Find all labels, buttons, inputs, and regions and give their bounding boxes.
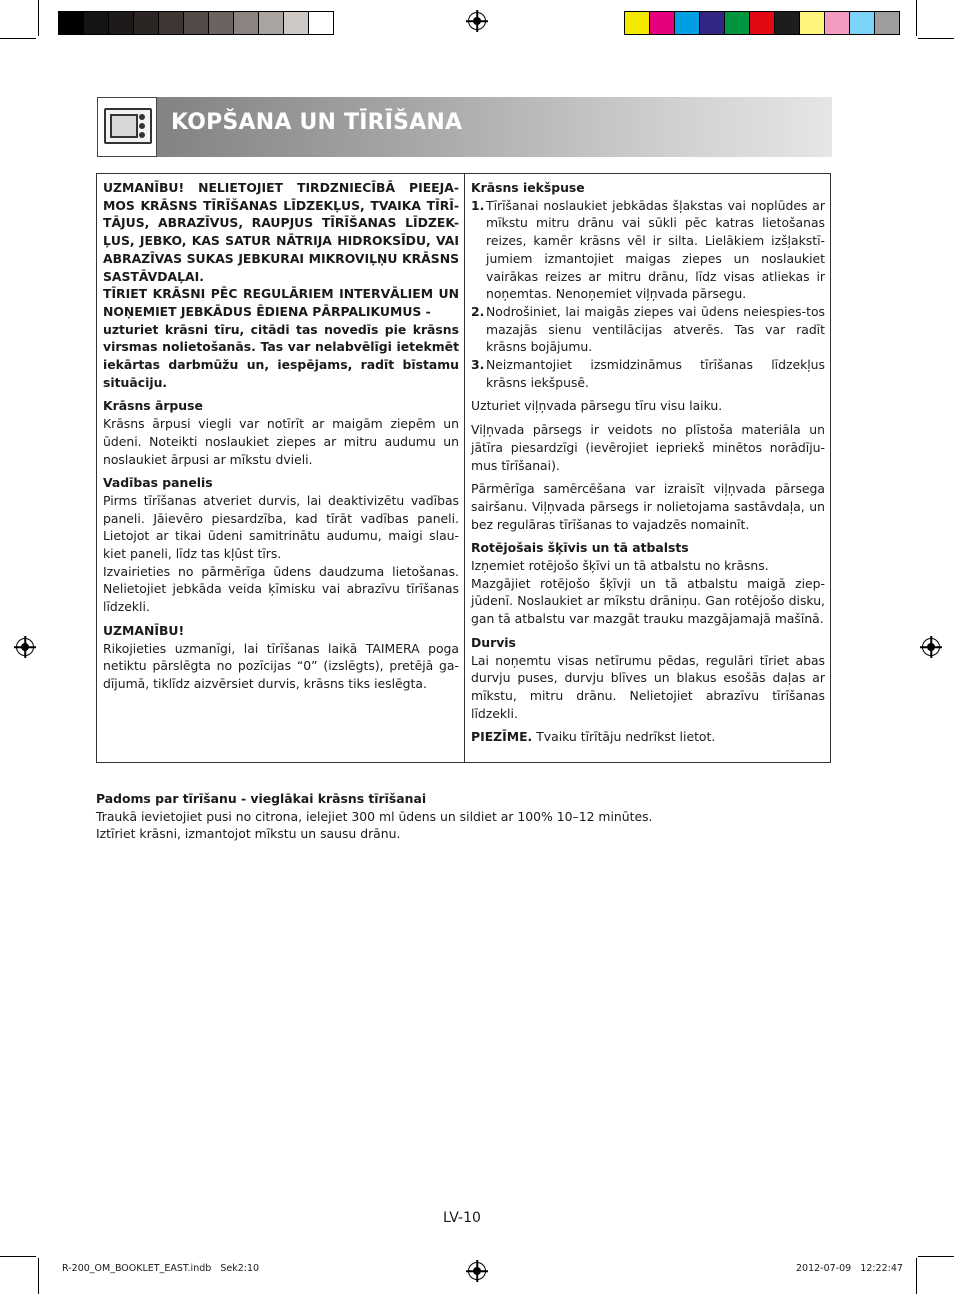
crop-mark	[916, 1258, 917, 1294]
color-swatch	[184, 12, 209, 34]
section-text: Pirms tīrīšanas atveriet durvis, lai deaktivizētu vadības paneli. Jāievēro piesardzība, kad tīrāt vadības paneli. Lietojot ar tikai ūdeni samitrinātu audumu, maigi slau-kiet paneli, līdz tas kļūst tīrs.	[103, 492, 459, 562]
section-heading: Krāsns ārpuse	[103, 398, 203, 414]
registration-mark-icon	[16, 638, 34, 656]
grayscale-color-bar	[58, 11, 334, 35]
color-swatch	[725, 12, 750, 34]
section-text: Lai noņemtu visas netīrumu pēdas, regulāri tīriet abas durvju puses, durvju blīves un blakus esošās daļas ar mīkstu, mitru drānu. Nelietojiet abrazīvu tīrīšanas līdzekli.	[471, 652, 825, 721]
warning-text-2: TĪRIET KRĀSNI PĒC REGULĀRIEM INTERVĀLIEM UN NOŅEMIET JEBKĀDUS ĒDIENA PĀRPALIKUMUS -	[103, 286, 459, 319]
tip-text: Iztīriet krāsni, izmantojot mīkstu un sausu drānu.	[96, 826, 401, 841]
section-heading: Krāsns iekšpuse	[471, 180, 585, 195]
color-swatch	[675, 12, 700, 34]
color-swatch	[209, 12, 234, 34]
color-swatch	[59, 12, 84, 34]
right-column	[465, 174, 830, 762]
warning-text: UZMANĪBU! NELIETOJIET TIRDZNIECĪBĀ PIEEJA-MOS KRĀSNS TĪRĪŠANAS LĪDZEKĻUS, TVAIKA TĪRĪ-TĀJUS, ABRAZĪVUS, RAUPJUS TĪRĪŠANAS LĪDZEK-ĻUS, JEBKO, KAS SATUR NĀTRIJA HIDROKSĪDU, VAI ABRAZĪVAS SUKAS JEBKURAI MIKROVIĻŅU KRĀSNS SASTĀVDAĻAI.	[103, 180, 459, 284]
section-text: Krāsns ārpusi viegli var notīrīt ar maigām ziepēm un ūdeni. Noteikti noslaukiet ziepes ar mitru audumu un noslaukiet ārpusi ar mīkstu dvieli.	[103, 416, 459, 467]
registration-mark-icon	[468, 1262, 486, 1280]
content-box	[96, 173, 831, 763]
warning-text-3: uzturiet krāsni tīru, citādi tas novedīs pie krāsns virsmas nolietošanās. Tas var nelabvēlīgi ietekmēt iekārtas darbmūžu un, iespējams, radīt bīstamu situāciju.	[103, 321, 459, 390]
section-heading: Vadības panelis	[103, 475, 213, 491]
section-heading: UZMANĪBU!	[103, 622, 185, 638]
color-swatch	[259, 12, 284, 34]
paragraph: Pārmērīga samērcēšana var izraisīt viļņvada pārsega sairšanu. Viļņvada pārsegs ir nolietojama sastāvdaļa, un bez regulāras tīrīšanas to vajadzēs nomainīt.	[471, 481, 825, 532]
print-slug-date: 2012-07-09 12:22:47	[796, 1263, 903, 1274]
crop-mark	[916, 0, 917, 36]
page-title: KOPŠANA UN TĪRĪŠANA	[171, 110, 463, 135]
color-swatch	[625, 12, 650, 34]
color-swatch	[650, 12, 675, 34]
section-text: Mazgājiet rotējošo šķīvji un tā atbalstu maigā ziep-jūdenī. Noslaukiet ar mīkstu drāniņu. Gan rotējošo disku, gan tā atbalstu var mazgāt trauku mazgājamajā mašīnā.	[471, 575, 825, 627]
crop-mark	[38, 1258, 39, 1294]
crop-mark	[918, 1256, 954, 1257]
registration-mark-icon	[922, 638, 940, 656]
color-swatch	[284, 12, 309, 34]
color-swatch	[875, 12, 899, 34]
paragraph: Uzturiet viļņvada pārsegu tīru visu laiku.	[471, 398, 723, 414]
color-swatch	[825, 12, 850, 34]
color-swatch	[775, 12, 800, 34]
color-swatch	[750, 12, 775, 34]
section-outside	[103, 397, 459, 468]
color-swatch	[84, 12, 109, 34]
note	[471, 728, 825, 746]
registration-mark-icon	[468, 12, 486, 30]
crop-mark	[0, 1256, 36, 1257]
section-text: Izņemiet rotējošo šķīvi un tā atbalstu no krāsns.	[471, 558, 769, 574]
color-swatch	[159, 12, 184, 34]
microwave-oven-icon	[97, 97, 157, 157]
tip-text: Traukā ievietojiet pusi no citrona, ielejiet 300 ml ūdens un sildiet ar 100% 10–12 minūtes.	[96, 808, 653, 824]
section-control-panel	[103, 474, 459, 616]
color-swatch	[309, 12, 333, 34]
cleaning-tip	[96, 790, 831, 843]
color-swatch	[850, 12, 875, 34]
note-text: Tvaiku tīrītāju nedrīkst lietot.	[532, 729, 716, 745]
list-item: 1. Tīrīšanai noslaukiet jebkādas šļakstas vai noplūdes ar mīkstu mitru drānu vai sūkli pēc katras lietošanas reizes, kamēr krāsns vēl ir silta. Lielākiem izšļakstī-jumiem izmantojiet maigas ziepes un noslaukiet vairākas reizes ar mitru drānu, līdz visas atliekas ir noņemtas. Nenoņemiet viļņvada pārsegu.	[471, 197, 825, 302]
list-item: 3. Neizmantojiet izsmidzināmus tīrīšanas līdzekļus krāsns iekšpusē.	[471, 357, 825, 390]
section-text: Rikojieties uzmanīgi, lai tīrīšanas laikā TAIMERA poga netiktu pārslēgta no pozīcijas “0” (izslēgts), pretējā ga-dījumā, tiklīdz aizvērsiet durvis, krāsns tiks ieslēgta.	[103, 640, 459, 691]
section-heading: Rotējošais šķīvis un tā atbalsts	[471, 540, 689, 556]
section-text: Izvairieties no pārmērīga ūdens daudzuma lietošanas. Nelietojiet jebkāda veida ķīmisku vai abrazīvu tīrīšanas līdzekli.	[103, 563, 459, 615]
crop-mark	[38, 0, 39, 36]
color-swatch	[700, 12, 725, 34]
color-swatch	[109, 12, 134, 34]
left-column	[97, 174, 465, 762]
section-turntable	[471, 539, 825, 628]
color-swatch	[234, 12, 259, 34]
print-slug-file: R-200_OM_BOOKLET_EAST.indb Sek2:10	[62, 1263, 260, 1274]
cleaning-steps-list	[471, 197, 825, 392]
list-item: 2. Nodrošiniet, lai maigās ziepes vai ūdens neiespies-tos mazajās sienu ventilācijas atverēs. Tas var radīt krāsns bojājumu.	[471, 303, 825, 355]
section-heading: Durvis	[471, 634, 516, 650]
process-color-bar	[624, 11, 900, 35]
section-door	[471, 634, 825, 723]
section-banner	[97, 97, 832, 157]
paragraph: Viļņvada pārsegs ir veidots no plīstoša materiāla un jātīra piesardzīgi (ievērojiet iepriekš minētos norādīju-mus tīrīšanai).	[471, 422, 825, 473]
crop-mark	[0, 38, 36, 39]
note-label: PIEZĪME.	[471, 729, 533, 745]
color-swatch	[800, 12, 825, 34]
page-number: LV-10	[443, 1210, 481, 1226]
section-caution	[103, 622, 459, 693]
color-swatch	[134, 12, 159, 34]
crop-mark	[918, 38, 954, 39]
tip-heading: Padoms par tīrīšanu - vieglākai krāsns tīrīšanai	[96, 791, 427, 806]
